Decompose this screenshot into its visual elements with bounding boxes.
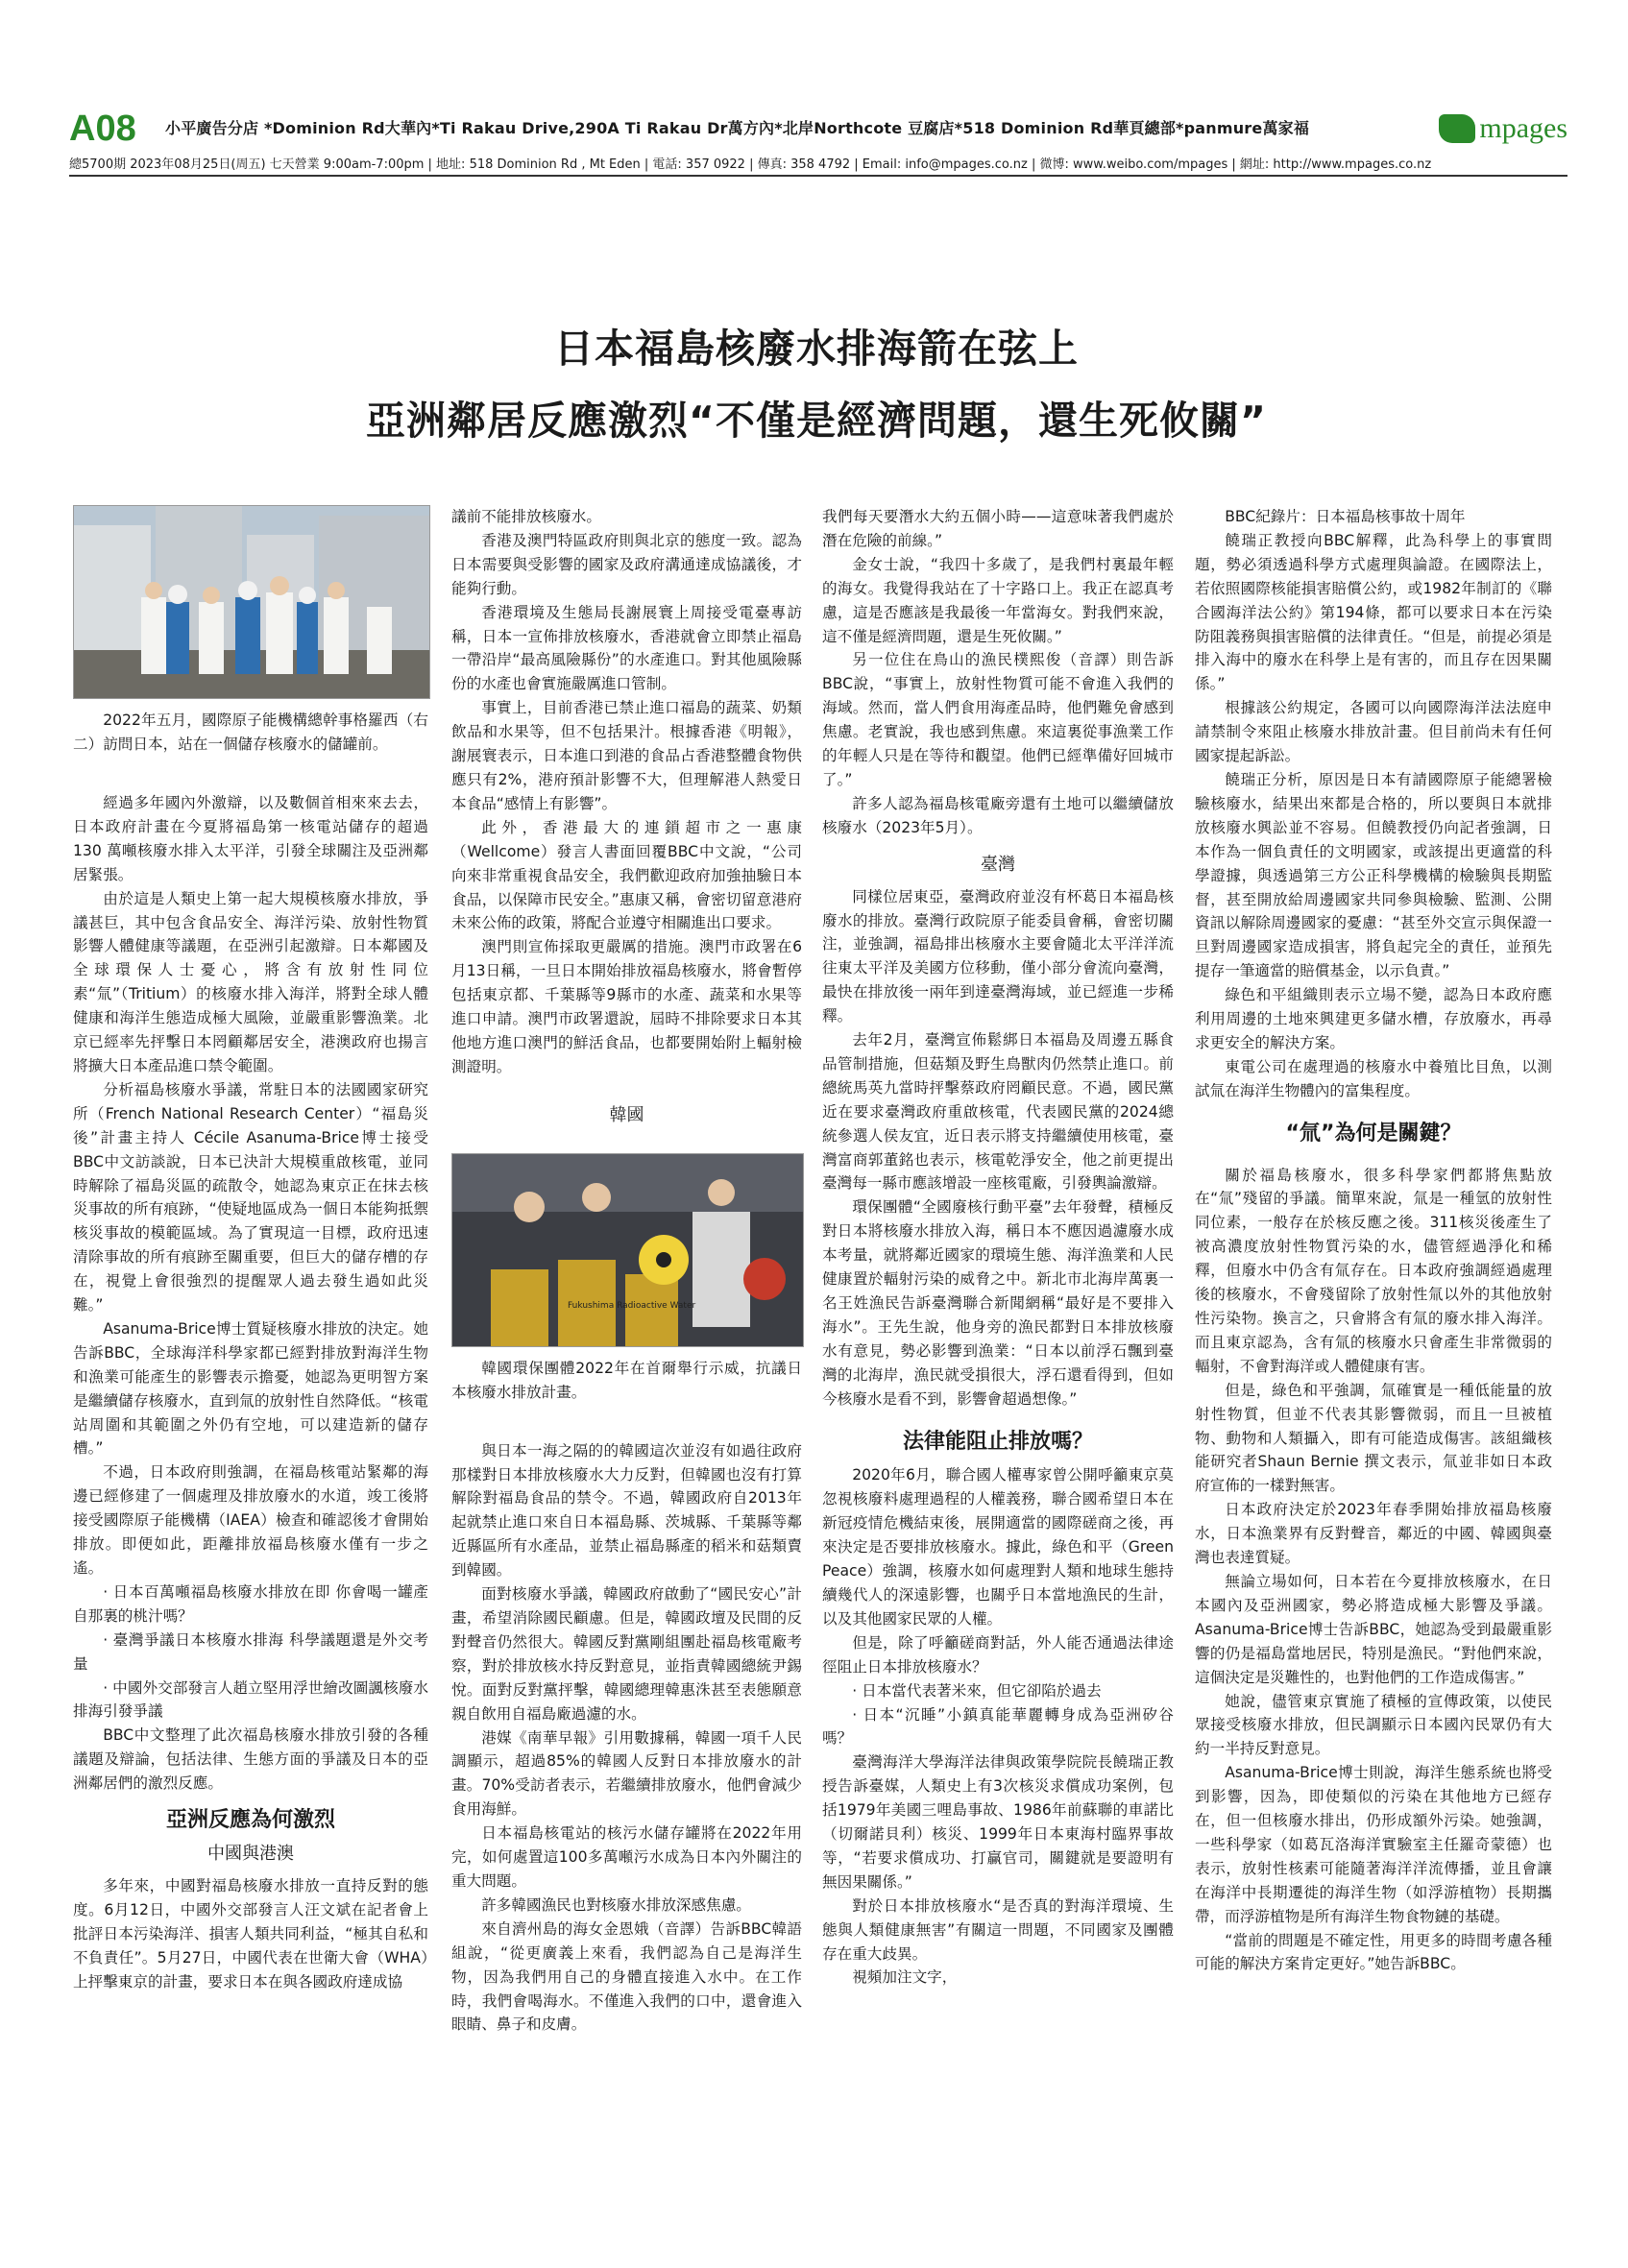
paragraph: 分析福島核廢水爭議，常駐日本的法國國家研究所（French National Research Center）“福島災後”計畫主持人 Cécile Asanuma-Brice博士接受BBC中文訪談說，日本已決計大規模重啟核電，並同時解除了福島災區的疏散令，她認為東京正在抹去核災事故的所有痕跡，“使疑地區成為一個日本能夠抵禦核災事故的模範區域。為了實現這一目標，政府迅速清除事故的所有痕跡至關重要，但巨大的儲存槽的存在，視覺上會很強烈的提醒眾人過去發生過如此災難。” xyxy=(73,1080,428,1315)
paragraph: 我們每天要潛水大約五個小時——這意味著我們處於潛在危險的前線。” xyxy=(822,508,1174,549)
related-link[interactable]: · 日本當代表著米來，但它卻陷於過去 xyxy=(852,1681,1102,1700)
section-heading: “氚”為何是關鍵？ xyxy=(1285,1121,1462,1146)
related-link[interactable]: · 中國外交部發言人趙立堅用浮世繪改圖諷核廢水排海引發爭議 xyxy=(73,1678,428,1721)
related-link[interactable]: · 臺灣爭議日本核廢水排海 科學議題還是外交考量 xyxy=(73,1630,428,1673)
paragraph: 但是，除了呼籲磋商對話，外人能否通過法律途徑阻止日本排放核廢水？ xyxy=(822,1633,1174,1676)
paragraph: 與日本一海之隔的的韓國這次並沒有如過往政府那樣對日本排放核廢水大力反對，但韓國也沒有打算解除對福島食品的禁令。不過，韓國政府自2013年起就禁止進口來自日本福島縣、茨城縣、千葉縣等鄰近縣區所有水產品，並禁止福島縣產的稻米和菇類賣到韓國。 xyxy=(451,1441,802,1580)
paragraph: 澳門則宣佈採取更嚴厲的措施。澳門市政署在6月13日稱，一旦日本開始排放福島核廢水，將會暫停包括東京都、千葉縣等9縣市的水產、蔬菜和水果等進口申請。澳門市政署還說，屆時不排除要求日本其他地方進口澳門的鮮活食品，也都要開始附上輻射檢測證明。 xyxy=(451,938,802,1075)
photo-caption-1: 2022年五月，國際原子能機構總幹事格羅西（右二）訪問日本，站在一個儲存核廢水的儲罐前。 xyxy=(73,712,428,753)
paragraph: 對於日本排放核廢水“是否真的對海洋環境、生態與人類健康無害”有關這一問題，不同國家及團體存在重大歧異。 xyxy=(822,1896,1174,1963)
paragraph: 由於這是人類史上第一起大規模核廢水排放，爭議甚巨，其中包含食品安全、海洋污染、放射性物質影響人體健康等議題，在亞洲引起激辯。日本鄰國及全球環保人士憂心，將含有放射性同位素“氚”（Tritium）的核廢水排入海洋，將對全球人體健康和海洋生態造成極大風險，並嚴重影響漁業。北京已經率先抨擊日本罔顧鄰居安全，港澳政府也揚言將擴大日本產品進口禁令範圍。 xyxy=(73,889,428,1074)
paragraph: 但是，綠色和平強調，氚確實是一種低能量的放射性物質，但並不代表其影響微弱，而且一旦被植物、動物和人類攝入，即有可能造成傷害。該組織核能研究者Shaun Bernie 撰文表示，氚並非如日本政府宣佈的一樣對無害。 xyxy=(1195,1381,1552,1495)
paragraph: Asanuma-Brice博士質疑核廢水排放的決定。她告訴BBC，全球海洋科學家都已經對排放對海洋生物和漁業可能產生的影響表示擔憂，她認為更明智方案是繼續儲存核廢水，直到氚的放射性自然降低。“核電站周圍和其範圍之外仍有空地，可以建造新的儲存槽。” xyxy=(73,1319,428,1458)
paragraph: 許多人認為福島核電廠旁還有土地可以繼續儲放核廢水（2023年5月）。 xyxy=(822,794,1174,836)
paragraph: 她說，儘管東京實施了積極的宣傳政策，以使民眾接受核廢水排放，但民調顯示日本國內民眾仍有大約一半持反對意見。 xyxy=(1195,1692,1552,1758)
paragraph: 面對核廢水爭議，韓國政府啟動了“國民安心”計畫，希望消除國民顧慮。但是，韓國政壇及民間的反對聲音仍然很大。韓國反對黨剛組團赴福島核電廠考察，對於排放核水持反對意見，並指責韓國總統尹錫悅。面對反對黨抨擊，韓國總理韓惠洙甚至表態願意親自飲用自福島廠過濾的水。 xyxy=(451,1585,802,1723)
paragraph: 許多韓國漁民也對核廢水排放深感焦慮。 xyxy=(481,1895,751,1914)
section-heading: 法律能阻止排放嗎？ xyxy=(902,1429,1093,1454)
paragraph: 議前不能排放核廢水。 xyxy=(451,508,601,525)
paragraph: 不過，日本政府則強調，在福島核電站緊鄰的海邊已經修建了一個處理及排放廢水的水道，竣工後將接受國際原子能機構（IAEA）檢查和確認後才會開始排放。即便如此，距離排放福島核廢水僅有一步之遙。 xyxy=(73,1463,428,1577)
related-link[interactable]: · 日本“沉睡”小鎮真能華麗轉身成為亞洲矽谷嗎？ xyxy=(822,1705,1174,1748)
paragraph: 饒瑞正分析，原因是日本有請國際原子能總署檢驗核廢水，結果出來都是合格的，所以要與日本就排放核廢水興訟並不容易。但饒教授仍向記者強調，日本作為一個負責任的文明國家，或該提出更適當的科學證據，與透過第三方公正科學機構的檢驗與長期監督，甚至開放給周邊國家共同參與檢驗、監測、公開資訊以解除周邊國家的憂慮：“甚至外交宣示與保證一旦對周邊國家造成損害，將負起完全的責任，並預先提存一筆適當的賠償基金，以示負責。” xyxy=(1195,770,1552,980)
headline-line1: 日本福島核廢水排海箭在弦上 xyxy=(554,326,1079,372)
paragraph: 香港及澳門特區政府則與北京的態度一致。認為日本需要與受影響的國家及政府溝通達成協議後，才能夠行動。 xyxy=(451,531,802,597)
paragraph: 來自濟州島的海女金恩娥（音譯）告訴BBC韓語組說，“從更廣義上來看，我們認為自己是海洋生物，因為我們用自己的身體直接進入水中。在工作時，我們會喝海水。不僅進入我們的口中，還會進入眼睛、鼻子和皮膚。 xyxy=(451,1919,802,2034)
header-rule xyxy=(69,175,1567,177)
paragraph: Asanuma-Brice博士則說，海洋生態系統也將受到影響，因為，即使類似的污染在其他地方已經存在，但一但核廢水排出，仍形成額外污染。她強調，一些科學家（如葛瓦洛海洋實驗室主任羅奇蒙德）也表示，放射性核素可能隨著海洋洋流傳播，並且會讓在海洋中長期遷徙的海洋生物（如浮游植物）長期攜帶，而浮游植物是所有海洋生物食物鏈的基礎。 xyxy=(1195,1764,1552,1925)
paragraph: 金女士說，“我四十多歲了，是我們村裏最年輕的海女。我覺得我站在了十字路口上。我正在認真考慮，這是否應該是我最後一年當海女。對我們來說，這不僅是經濟問題，還是生死攸關。” xyxy=(822,555,1174,645)
video-caption: 視頻加注文字， xyxy=(852,1968,958,1987)
paragraph: 日本福島核電站的核污水儲存罐將在2022年用完，如何處置這100多萬噸污水成為日本內外關注的重大問題。 xyxy=(451,1824,802,1890)
video-title: BBC紀錄片：日本福島核事故十周年 xyxy=(1225,508,1466,525)
paragraph: 此外，香港最大的連鎖超市之一惠康（Wellcome）發言人書面回覆BBC中文說，“公司向來非常重視食品安全，我們歡迎政府加強抽驗日本食品，以保障市民安全。”惠康又稱，會密切留意港府未來公佈的政策，將配合並遵守相關進出口要求。 xyxy=(451,818,802,932)
page-number: A08 xyxy=(69,109,136,149)
paragraph: 經過多年國內外激辯，以及數個首相來來去去，日本政府計畫在今夏將福島第一核電站儲存的超過 130 萬噸核廢水排入太平洋，引發全球關注及亞洲鄰居緊張。 xyxy=(73,794,428,883)
paragraph: 同樣位居東亞，臺灣政府並沒有杯葛日本福島核廢水的排放。臺灣行政院原子能委員會稱，會密切關注，並強調，福島排出核廢水主要會隨北太平洋洋流往東太平洋及美國方位移動，僅小部分會流向臺灣，最快在排放後一兩年到達臺灣海域，並已經進一步稀釋。 xyxy=(822,887,1174,1025)
paragraph: 根據該公約規定，各國可以向國際海洋法法庭申請禁制令來阻止核廢水排放計畫。但目前尚未有任何國家提起訴訟。 xyxy=(1195,699,1552,765)
paragraph: BBC中文整理了此次福島核廢水排放引發的各種議題及辯論，包括法律、生態方面的爭議及日本的亞洲鄰居們的激烈反應。 xyxy=(73,1726,428,1793)
column-1 xyxy=(73,505,428,1993)
paragraph: 無論立場如何，日本若在今夏排放核廢水，在日本國內及亞洲國家，勢必將造成極大影響及爭議。Asanuma-Brice博士告訴BBC，她認為受到最嚴重影響的仍是福島當地居民，特別是漁民。“對他們來說，這個決定是災難性的，也對他們的工作造成傷害。” xyxy=(1195,1572,1552,1686)
paragraph: 臺灣海洋大學海洋法律與政策學院院長饒瑞正教授告訴臺媒，人類史上有3次核災求償成功案例，包括1979年美國三哩島事故、1986年前蘇聯的車諾比（切爾諾貝利）核災、1999年日本東海村臨界事故等，“若要求償成功、打贏官司，關鍵就是要證明有無因果關係。” xyxy=(822,1753,1174,1891)
paragraph: 關於福島核廢水，很多科學家們都將焦點放在“氚”殘留的爭議。簡單來說，氚是一種氫的放射性同位素，一般存在於核反應之後。311核災後產生了被高濃度放射性物質污染的水，儘管經過淨化和稀釋，但廢水中仍含有氚存在。日本政府強調經過處理後的核廢水，不會殘留除了放射性氚以外的其他放射性污染物。換言之，只會將含有氚的廢水排入海洋。而且東京認為，含有氚的核廢水只會產生非常微弱的輻射，不會對海洋或人體健康有害。 xyxy=(1195,1166,1552,1375)
related-link[interactable]: · 日本百萬噸福島核廢水排放在即 你會喝一罐產自那裏的桃汁嗎？ xyxy=(73,1582,428,1625)
paragraph: 另一位住在鳥山的漁民樸熙俊（音譯）則告訴BBC說，“事實上，放射性物質可能不會進入我們的海域。然而，當人們食用海產品時，他們難免會感到焦慮。老實說，我也感到焦慮。來這裏從事漁業工作的年輕人只是在等待和觀望。他們已經準備好回城市了。” xyxy=(822,651,1174,788)
photo-caption-2: 韓國環保團體2022年在首爾舉行示威，抗議日本核廢水排放計畫。 xyxy=(451,1359,802,1401)
branch-addresses: 小平廣告分店 *Dominion Rd大華內*Ti Rakau Drive,290A Ti Rakau Dr萬方內*北岸Northcote 豆腐店*518 Dominion Rd華頁總部*panmure萬家福 xyxy=(165,119,1310,137)
section-heading: 亞洲反應為何激烈 xyxy=(165,1808,335,1833)
page-header xyxy=(69,108,1567,179)
paragraph: 綠色和平組織則表示立場不變，認為日本政府應利用周邊的土地來興建更多儲水槽，存放廢水，再尋求更安全的解決方案。 xyxy=(1195,986,1552,1051)
paragraph: 饒瑞正教授向BBC解釋，此為科學上的事實問題，勢必須透過科學方式處理與論證。在國際法上，若依照國際核能損害賠償公約，或1982年制訂的《聯合國海洋法公約》第194條，都可以要求日本在污染防阻義務與損害賠償的法律責任。“但是，前提必須是排入海中的廢水在科學上是有害的，而且存在因果關係。” xyxy=(1195,531,1552,693)
photo-iaea-tank xyxy=(73,505,430,699)
headline-line2: 亞洲鄰居反應激烈“不僅是經濟問題，還生死攸關” xyxy=(366,398,1267,444)
paragraph: 港媒《南華早報》引用數據稱，韓國一項千人民調顯示，超過85%的韓國人反對日本排放廢水的計畫。70%受訪者表示，若繼續排放廢水，他們會減少食用海鮮。 xyxy=(451,1728,802,1819)
subsection-heading: 中國與港澳 xyxy=(207,1843,294,1864)
logo-mark-icon xyxy=(1439,114,1475,143)
subsection-heading: 韓國 xyxy=(609,1104,644,1125)
paragraph: 2020年6月，聯合國人權專家曾公開呼籲東京莫忽視核廢料處理過程的人權義務，聯合國希望日本在新冠疫情危機結束後，展開適當的國際磋商之後，再來決定是否要排放核廢水。據此，綠色和平（Green Peace）強調，核廢水如何處理對人類和地球生態持續幾代人的深遠影響，也關乎日本當地漁民的生計，以及其他國家民眾的人權。 xyxy=(822,1466,1174,1628)
paragraph: 東電公司在處理過的核廢水中養殖比目魚，以測試氚在海洋生物體內的富集程度。 xyxy=(1195,1057,1552,1099)
paragraph: “當前的問題是不確定性，用更多的時間考慮各種可能的解決方案肯定更好。”她告訴BBC。 xyxy=(1195,1931,1552,1973)
paragraph: 多年來，中國對福島核廢水排放一直持反對的態度。6月12日，中國外交部發言人汪文斌在記者會上批評日本污染海洋、損害人類共同利益，“極其自私和不負責任”。5月27日，中國代表在世衛大會（WHA）上抨擊東京的計畫，要求日本在與各國政府達成協 xyxy=(73,1876,428,1991)
subsection-heading: 臺灣 xyxy=(981,854,1015,875)
paragraph: 香港環境及生態局長謝展寰上周接受電臺專訪稱，日本一宣佈排放核廢水，香港就會立即禁止福島一帶沿岸“最高風險縣份”的水產進口。對其他風險縣份的水產也會實施嚴厲進口管制。 xyxy=(451,603,802,693)
paragraph: 環保團體“全國廢核行動平臺”去年發聲，積極反對日本將核廢水排放入海，稱日本不應因過濾廢水成本考量，就將鄰近國家的環境生態、海洋漁業和人民健康置於輻射污染的威脅之中。新北市北海岸萬裏一名王姓漁民告訴臺灣聯合新聞網稱“最好是不要排入海水”。王先生說，他身旁的漁民都對日本排放核廢水有意見，勢必影響到漁業：“日本以前浮石飄到臺灣的北海岸，漁民就受損很大，浮石還看得到，但如今核廢水是看不到，影響會超過想像。” xyxy=(822,1198,1174,1408)
column-3 xyxy=(822,505,1174,1990)
mpages-logo xyxy=(1439,108,1567,150)
paragraph: 日本政府決定於2023年春季開始排放福島核廢水，日本漁業界有反對聲音，鄰近的中國、韓國與臺灣也表達質疑。 xyxy=(1195,1501,1552,1567)
logo-text: mpages xyxy=(1479,112,1567,144)
issue-meta: 總5700期 2023年08月25日(周五) 七天營業 9:00am-7:00pm | 地址: 518 Dominion Rd , Mt Eden | 電話: 357 0922 | 傳真: 358 4792 | Email: info@mpages.co.nz | 微博: www.weibo.com/mpages | 網址: http://www.mpages.co.nz xyxy=(69,157,1432,172)
protest-sign-text: Fukushima Radioactive Water xyxy=(568,1300,696,1311)
column-4 xyxy=(1195,505,1552,1976)
paragraph: 去年2月，臺灣宣佈鬆綁日本福島及周邊五縣食品管制措施，但菇類及野生鳥獸肉仍然禁止進口。前總統馬英九當時抨擊蔡政府罔顧民意。不過，國民黨近在要求臺灣政府重啟核電，代表國民黨的2024總統參選人侯友宜，近日表示將支持繼續使用核電，臺灣富商郭董銘也表示，核電乾淨安全，他之前更提出臺灣每一縣市應該增設一座核電廠，引發輿論激辯。 xyxy=(822,1031,1174,1193)
paragraph: 事實上，目前香港已禁止進口福島的蔬菜、奶類飲品和水果等，但不包括果汁。根據香港《明報》，謝展寰表示，日本進口到港的食品占香港整體食物供應只有2%，港府預計影響不大，但理解港人熱愛日本食品“感情上有影響”。 xyxy=(451,699,802,812)
photo-korea-protest xyxy=(451,1153,804,1347)
column-2 xyxy=(451,505,802,2037)
